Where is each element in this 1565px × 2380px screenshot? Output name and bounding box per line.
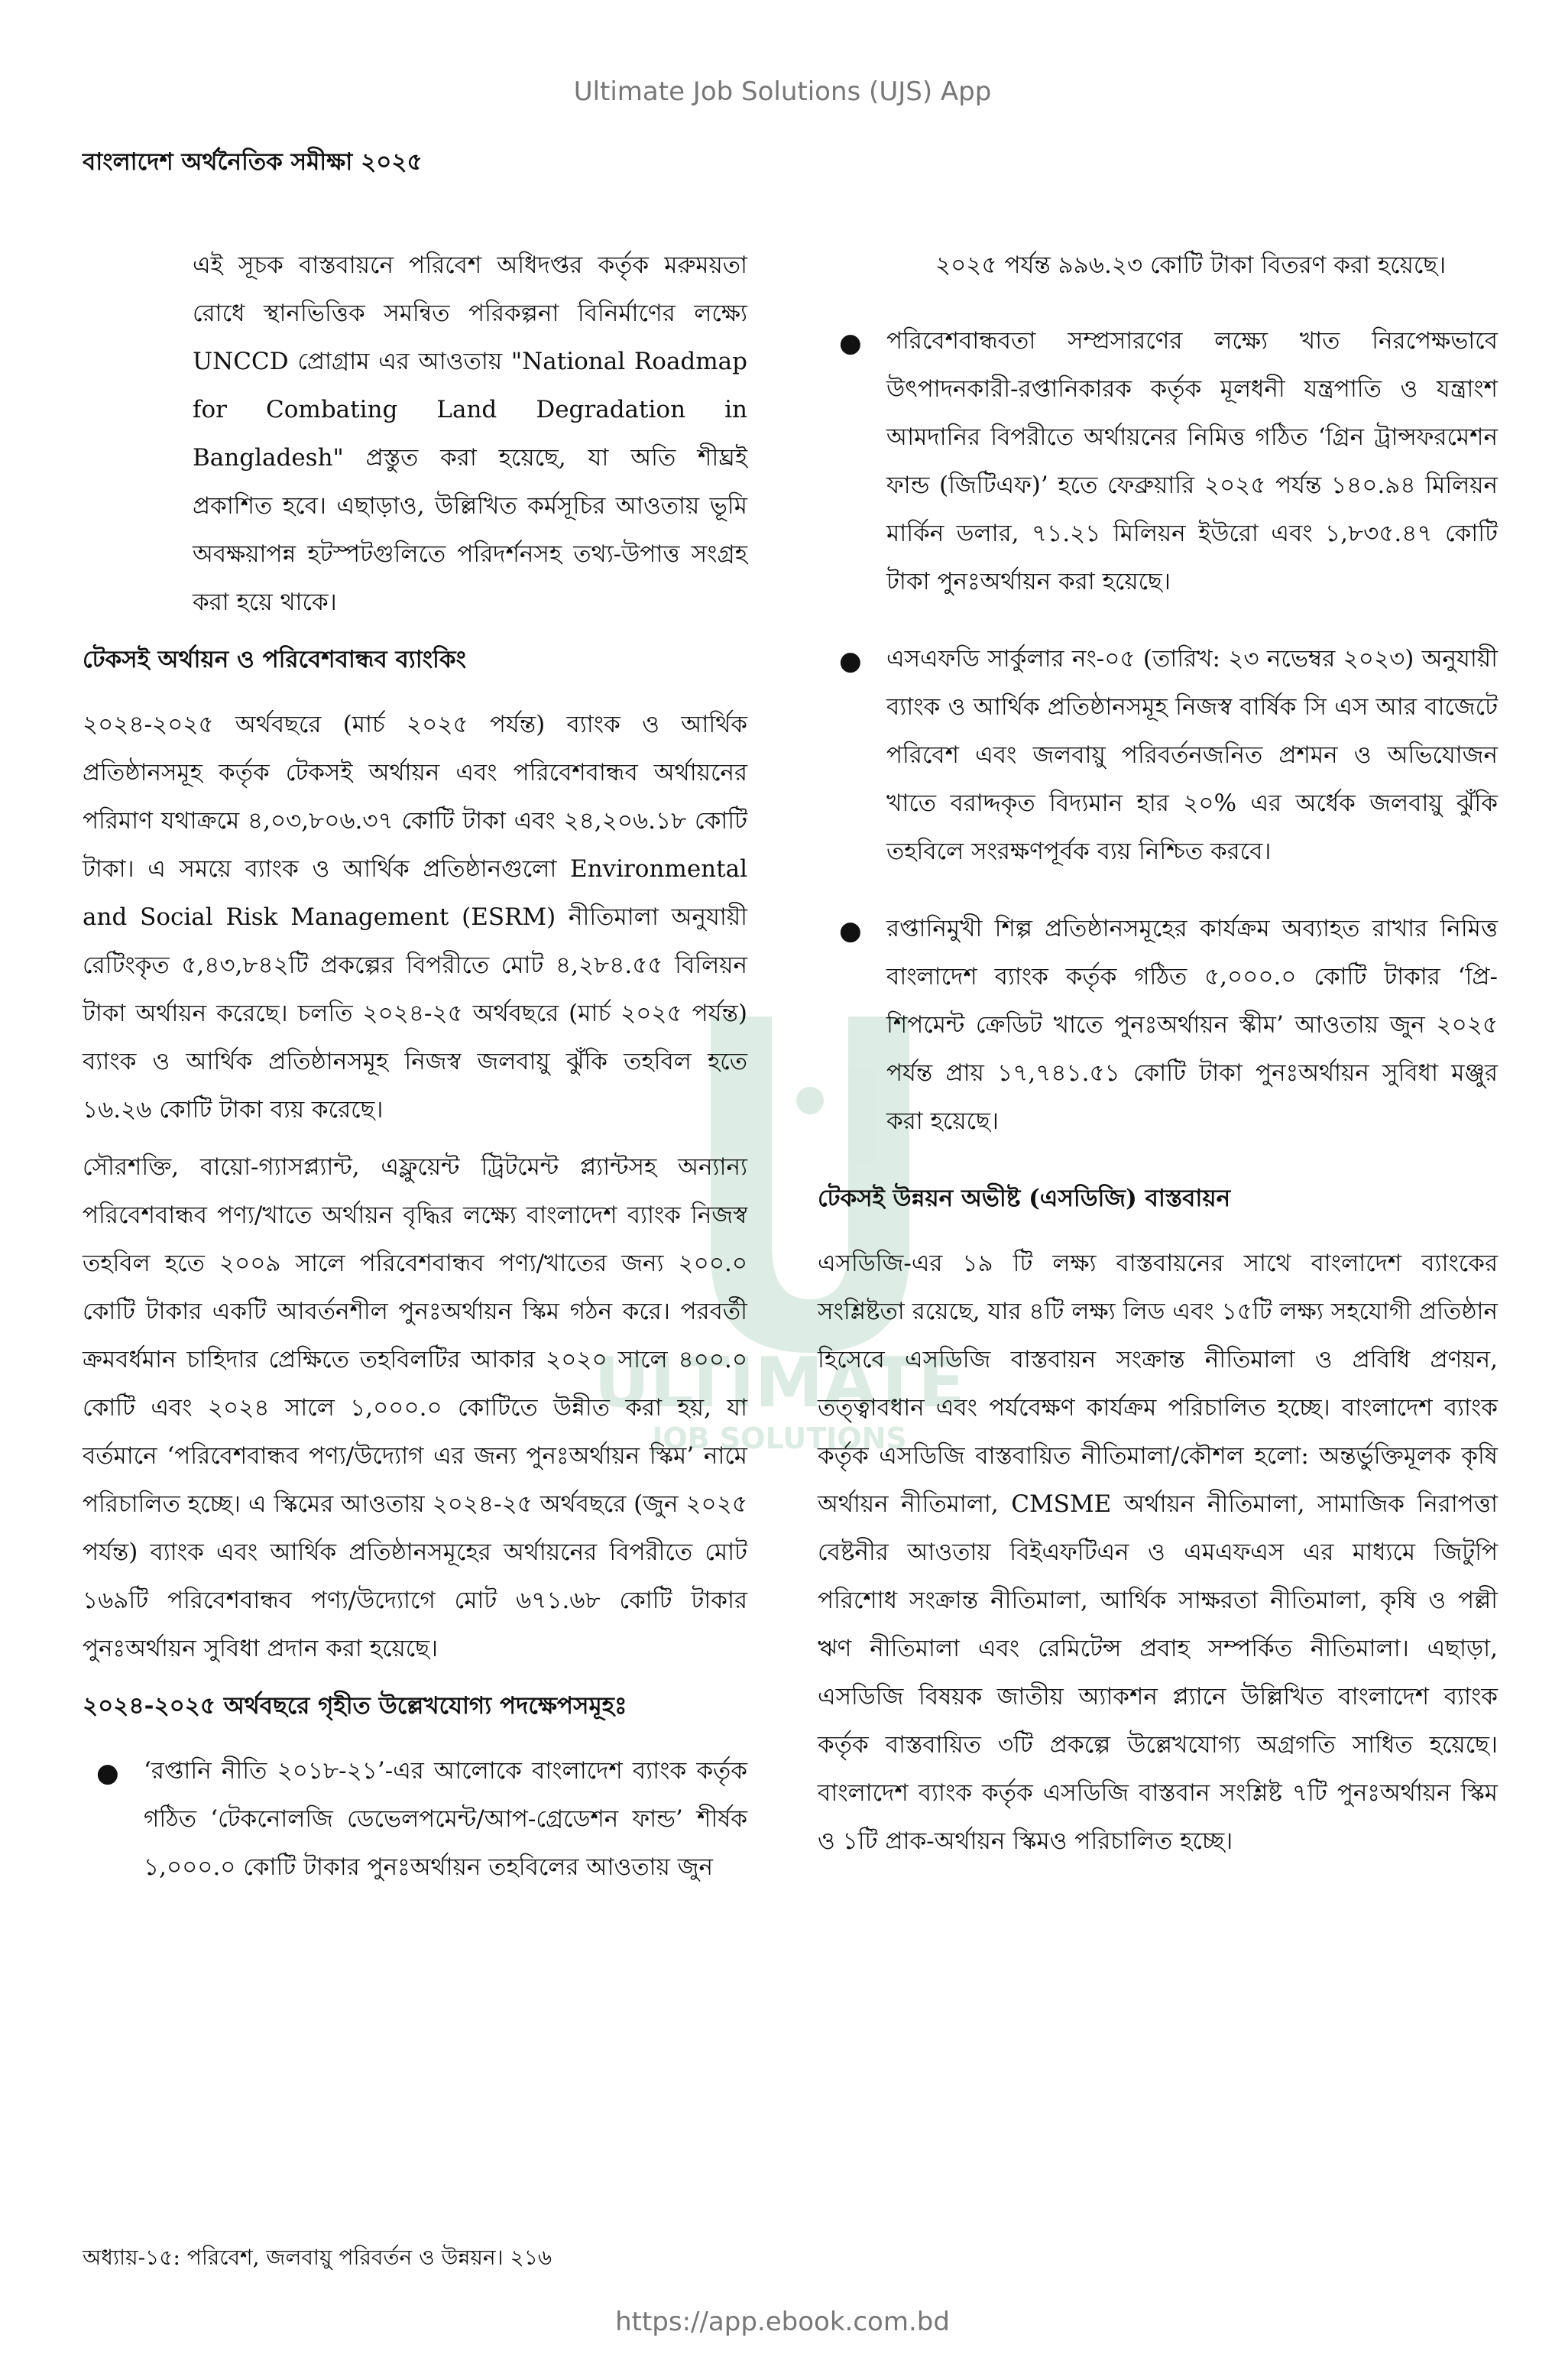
bullet-text: ‘রপ্তানি নীতি ২০১৮-২১’-এর আলোকে বাংলাদেশ ব্যাংক কর্তৃক গঠিত ‘টেকনোলজি ডেভেলপমেন্ট/আপ-গ্রেডেশন ফান্ড’ শীর্ষক ১,০০০.০ কোটি টাকার পুনঃঅর্থায়ন তহবিলের আওতায় জুন (144, 1757, 747, 1881)
list-item (825, 905, 1498, 1146)
heading-green-banking: টেকসই অর্থায়ন ও পরিবেশবান্ধব ব্যাংকিং (83, 646, 466, 673)
bullet-icon: ● (839, 646, 862, 676)
list-item (825, 317, 1498, 606)
paragraph-green-banking: ২০২৪-২০২৫ অর্থবছরে (মার্চ ২০২৫ পর্যন্ত) ব্যাংক ও আর্থিক প্রতিষ্ঠানসমূহ কর্তৃক টেকসই অর্থায়ন এবং পরিবেশবান্ধব অর্থায়নের পরিমাণ যথাক্রমে ৪,০৩,৮০৬.৩৭ কোটি টাকা এবং ২৪,২০৬.১৮ কোটি টাকা। এ সময়ে ব্যাংক ও আর্থিক প্রতিষ্ঠানগুলো Environmental and Social Risk Management (ESRM) নীতিমালা অনুযায়ী রেটিংকৃত ৫,৪৩,৮৪২টি প্রকল্পের বিপরীতে মোট ৪,২৮৪.৫৫ বিলিয়ন টাকা অর্থায়ন করেছে। চলতি ২০২৪-২৫ অর্থবছরে (মার্চ ২০২৫ পর্যন্ত) ব্যাংক ও আর্থিক প্রতিষ্ঠানসমূহ নিজস্ব জলবায়ু ঝুঁকি তহবিল হতে ১৬.২৬ কোটি টাকা ব্যয় করেছে। (83, 711, 747, 1124)
steps-list-continued (825, 317, 1498, 1146)
paragraph-refinance-scheme: সৌরশক্তি, বায়ো-গ্যাসপ্ল্যান্ট, এফ্লুয়েন্ট ট্রিটমেন্ট প্ল্যান্টসহ অন্যান্য পরিবেশবান্ধব পণ্য/খাতে অর্থায়ন বৃদ্ধির লক্ষ্যে বাংলাদেশ ব্যাংক নিজস্ব তহবিল হতে ২০০৯ সালে পরিবেশবান্ধব পণ্য/খাতের জন্য ২০০.০ কোটি টাকার একটি আবর্তনশীল পুনঃঅর্থায়ন স্কিম গঠন করে। পরবর্তী ক্রমবর্ধমান চাহিদার প্রেক্ষিতে তহবিলটির আকার ২০২০ সালে ৪০০.০ কোটি এবং ২০২৪ সালে ১,০০০.০ কোটিতে উন্নীত করা হয়, যা বর্তমানে ‘পরিবেশবান্ধব পণ্য/উদ্যোগ এর জন্য পুনঃঅর্থায়ন স্কিম’ নামে পরিচালিত হচ্ছে। এ স্কিমের আওতায় ২০২৪-২৫ অর্থবছরে (জুন ২০২৫ পর্যন্ত) ব্যাংক এবং আর্থিক প্রতিষ্ঠানসমূহের অর্থায়নের বিপরীতে মোট ১৬৯টি পরিবেশবান্ধব পণ্য/উদ্যোগে মোট ৬৭১.৬৮ কোটি টাকার পুনঃঅর্থায়ন সুবিধা প্রদান করা হয়েছে। (83, 1153, 747, 1662)
list-item (825, 635, 1498, 876)
heading-steps: ২০২৪-২০২৫ অর্থবছরে গৃহীত উল্লেখযোগ্য পদক্ষেপসমূহঃ (83, 1692, 627, 1720)
paragraph-sdg: এসডিজি-এর ১৯ টি লক্ষ্য বাস্তবায়নের সাথে বাংলাদেশ ব্যাংকের সংশ্লিষ্টতা রয়েছে, যার ৪টি লক্ষ্য লিড এবং ১৫টি লক্ষ্য সহযোগী প্রতিষ্ঠান হিসেবে এসডিজি বাস্তবায়ন সংক্রান্ত নীতিমালা ও প্রবিধি প্রণয়ন, তত্ত্বাবধান এবং পর্যবেক্ষণ কার্যক্রম পরিচালিত হচ্ছে। বাংলাদেশ ব্যাংক কর্তৃক এসডিজি বাস্তবায়িত নীতিমালা/কৌশল হলো: অন্তর্ভুক্তিমূলক কৃষি অর্থায়ন নীতিমালা, CMSME অর্থায়ন নীতিমালা, সামাজিক নিরাপত্তা বেষ্টনীর আওতায় বিইএফটিএন ও এমএফএস এর মাধ্যমে জিটুপি পরিশোধ সংক্রান্ত নীতিমালা, আর্থিক সাক্ষরতা নীতিমালা, কৃষি ও পল্লী ঋণ নীতিমালা এবং রেমিটেন্স প্রবাহ সম্পর্কিত নীতিমালা। এছাড়া, এসডিজি বিষয়ক জাতীয় অ্যাকশন প্ল্যানে উল্লিখিত বাংলাদেশ ব্যাংক কর্তৃক বাস্তবায়িত ৩টি প্রকল্পে উল্লেখযোগ্য অগ্রগতি সাধিত হয়েছে। বাংলাদেশ ব্যাংক কর্তৃক এসডিজি বাস্তবান সংশ্লিষ্ট ৭টি পুনঃঅর্থায়ন স্কিম ও ১টি প্রাক-অর্থায়ন স্কিমও পরিচালিত হচ্ছে। (818, 1250, 1498, 1855)
bullet-icon: ● (96, 1758, 119, 1788)
bullet-continuation: ২০২৫ পর্যন্ত ৯৯৬.২৩ কোটি টাকা বিতরণ করা হয়েছে। (935, 251, 1447, 279)
list-item (83, 1747, 747, 1892)
intro-paragraph: এই সূচক বাস্তবায়নে পরিবেশ অধিদপ্তর কর্তৃক মরুময়তা রোধে স্থানভিত্তিক সমন্বিত পরিকল্পনা বিনির্মাণের লক্ষ্যে UNCCD প্রোগ্রাম এর আওতায় "National Roadmap for Combating Land Degradation in Bangladesh" প্রস্তুত করা হয়েছে, যা অতি শীঘ্রই প্রকাশিত হবে। এছাড়াও, উল্লিখিত কর্মসূচির আওতায় ভূমি অবক্ষয়াপন্ন হটস্পটগুলিতে পরিদর্শনসহ তথ্য-উপাত্ত সংগ্রহ করা হয়ে থাকে। (193, 251, 747, 616)
bullet-text: পরিবেশবান্ধবতা সম্প্রসারণের লক্ষ্যে খাত নিরপেক্ষভাবে উৎপাদনকারী-রপ্তানিকারক কর্তৃক মূলধনী যন্ত্রপাতি ও যন্ত্রাংশ আমদানির বিপরীতে অর্থায়নের নিমিত্ত গঠিত ‘গ্রিন ট্রান্সফরমেশন ফান্ড (জিটিএফ)’ হতে ফেব্রুয়ারি ২০২৫ পর্যন্ত ১৪০.৯৪ মিলিয়ন মার্কিন ডলার, ৭১.২১ মিলিয়ন ইউরো এবং ১,৮৩৫.৪৭ কোটি টাকা পুনঃঅর্থায়ন করা হয়েছে। (886, 327, 1498, 595)
app-banner: Ultimate Job Solutions (UJS) App (573, 76, 992, 107)
watermark-text-sub: JOB SOLUTIONS (652, 1422, 907, 1455)
source-url: https://app.ebook.com.bd (615, 2307, 950, 2337)
right-column (818, 242, 1498, 1875)
watermark-text-main: ULTIMATE (594, 1343, 965, 1423)
heading-sdg: টেকসই উন্নয়ন অভীষ্ট (এসডিজি) বাস্তবায়ন (818, 1185, 1231, 1212)
bullet-icon: ● (839, 916, 862, 946)
left-column (83, 242, 747, 1921)
bullet-text: এসএফডি সার্কুলার নং-০৫ (তারিখ: ২৩ নভেম্বর ২০২৩) অনুযায়ী ব্যাংক ও আর্থিক প্রতিষ্ঠানসমূহ নিজস্ব বার্ষিক সি এস আর বাজেটে পরিবেশ এবং জলবায়ু পরিবর্তনজনিত প্রশমন ও অভিযোজন খাতে বরাদ্দকৃত বিদ্যমান হার ২০% এর অর্ধেক জলবায়ু ঝুঁকি তহবিলে সংরক্ষণপূর্বক ব্যয় নিশ্চিত করবে। (886, 645, 1498, 865)
bullet-icon: ● (839, 328, 862, 358)
bullet-text: রপ্তানিমুখী শিল্প প্রতিষ্ঠানসমূহের কার্যক্রম অব্যাহত রাখার নিমিত্ত বাংলাদেশ ব্যাংক কর্তৃক গঠিত ৫,০০০.০ কোটি টাকার ‘প্রি-শিপমেন্ট ক্রেডিট খাতে পুনঃঅর্থায়ন স্কীম’ আওতায় জুন ২০২৫ পর্যন্ত প্রায় ১৭,৭৪১.৫১ কোটি টাকা পুনঃঅর্থায়ন সুবিধা মঞ্জুর করা হয়েছে। (886, 915, 1498, 1135)
steps-list (83, 1747, 747, 1892)
page-footer: অধ্যায়-১৫: পরিবেশ, জলবায়ু পরিবর্তন ও উন্নয়ন। ২১৬ (83, 2245, 552, 2270)
running-head: বাংলাদেশ অর্থনৈতিক সমীক্ষা ২০২৫ (83, 148, 423, 176)
